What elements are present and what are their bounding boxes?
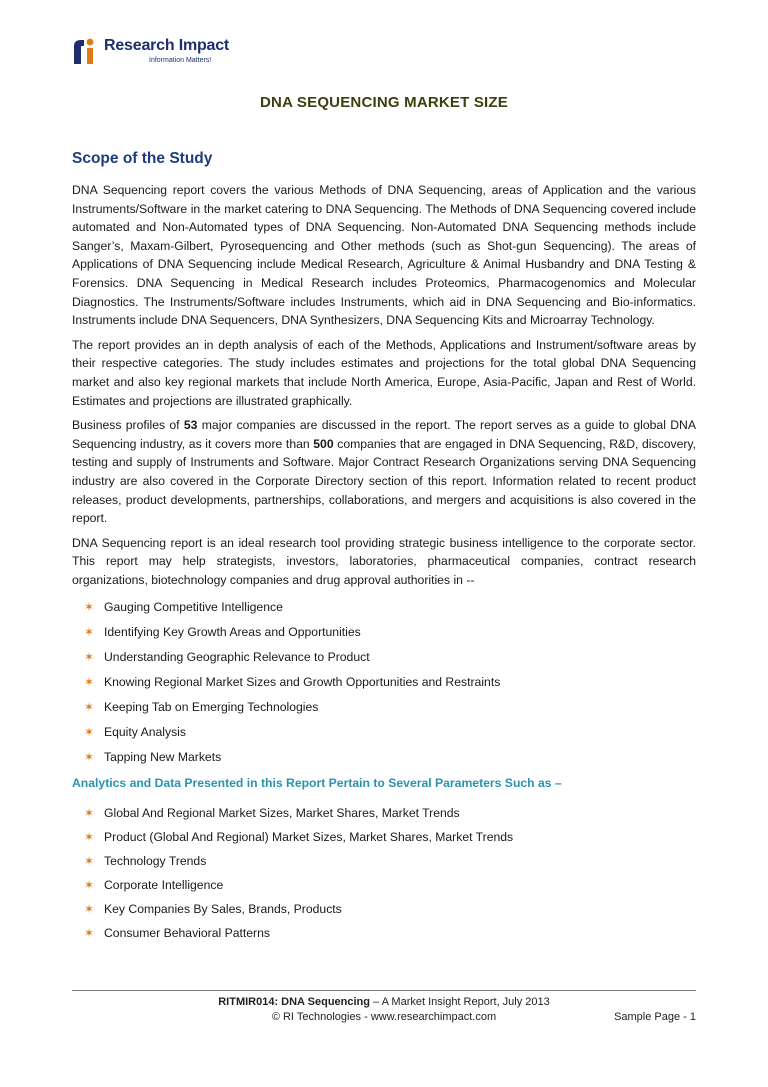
document-title: DNA SEQUENCING MARKET SIZE <box>260 94 508 111</box>
list-item: ✶ Identifying Key Growth Areas and Opportunities <box>72 620 696 645</box>
orange-star-icon: ✶ <box>84 806 95 821</box>
list-item: ✶ Keeping Tab on Emerging Technologies <box>72 695 696 720</box>
ri-logo-mark-icon <box>72 36 100 66</box>
list-item: ✶ Product (Global And Regional) Market Sizes, Market Shares, Market Trends <box>72 825 696 849</box>
logo-title: Research Impact <box>104 37 230 54</box>
footer-copyright: © RI Technologies - www.researchimpact.com <box>271 1011 497 1023</box>
engaged-companies-count: 500 <box>313 436 334 451</box>
uses-list <box>72 595 696 770</box>
paragraph-analysis: The report provides an in depth analysis of each of the Methods, Applications and Instrument/software areas by their respective categories. The study includes estimates and projections for the total global DNA Sequencing market and also key regional markets that include North America, Europe, Asia-Pacific, Japan and Rest of World. Estimates and projections are illustrated graphically. <box>72 337 696 408</box>
footer-report-info <box>0 996 768 1008</box>
orange-star-icon: ✶ <box>84 902 95 917</box>
list-item: ✶ Equity Analysis <box>72 720 696 745</box>
orange-star-icon: ✶ <box>84 854 95 869</box>
companies-count: 53 <box>183 418 198 433</box>
list-item: ✶ Consumer Behavioral Patterns <box>72 921 696 945</box>
orange-star-icon: ✶ <box>84 650 95 665</box>
paragraph-research-tool: DNA Sequencing report is an ideal research tool providing strategic business intelligence to the corporate sector. This report may help strategists, investors, laboratories, pharmaceutical companies, contract research organizations, biotechnology companies and drug approval authorities in -- <box>72 535 696 587</box>
list-item: ✶ Knowing Regional Market Sizes and Growth Opportunities and Restraints <box>72 670 696 695</box>
orange-star-icon: ✶ <box>84 675 95 690</box>
orange-star-icon: ✶ <box>84 830 95 845</box>
orange-star-icon: ✶ <box>84 750 95 765</box>
footer-page-number: Sample Page - 1 <box>614 1011 696 1023</box>
orange-star-icon: ✶ <box>84 725 95 740</box>
list-item: ✶ Tapping New Markets <box>72 745 696 770</box>
list-item: ✶ Key Companies By Sales, Brands, Products <box>72 897 696 921</box>
footer-divider <box>72 990 696 991</box>
paragraph-business-profiles <box>72 416 696 528</box>
list-item: ✶ Technology Trends <box>72 849 696 873</box>
parameters-list <box>72 801 696 945</box>
list-item: ✶ Understanding Geographic Relevance to Product <box>72 645 696 670</box>
para3-pre: Business profiles of <box>72 418 184 433</box>
orange-star-icon: ✶ <box>84 600 95 615</box>
research-impact-logo <box>72 30 232 70</box>
list-item: ✶ Global And Regional Market Sizes, Market Shares, Market Trends <box>72 801 696 825</box>
para3-post: companies that are engaged in DNA Sequencing, R&D, discovery, testing and supply of Instruments and Software. Major Contract Research Organizations serving DNA Sequencing industry are also covered in the Corporate Directory section of this report. Information related to recent product releases, product developments, partnerships, collaborations, and mergers and acquisitions is also covered in the report. <box>72 436 696 526</box>
footer-report-code: RITMIR014: DNA Sequencing <box>218 996 370 1008</box>
list-item: ✶ Corporate Intelligence <box>72 873 696 897</box>
para3-mid: major companies are discussed in the report. The report serves as a guide to global DNA Sequencing industry, as it covers more than <box>72 418 696 451</box>
paragraph-methods: DNA Sequencing report covers the various Methods of DNA Sequencing, areas of Application and the various Instruments/Software in the market catering to DNA Sequencing. The Methods of DNA Sequencing covered include automated and Non-Automated types of DNA Sequencing. Non-Automated DNA Sequencing methods include Sanger’s, Maxam-Gilbert, Pyrosequencing and Other methods (such as Shot-gun Sequencing). The areas of Applications of DNA Sequencing include Medical Research, Agriculture & Animal Husbandry and DNA Testing & Forensics. DNA Sequencing in Medical Research includes Proteomics, Pharmacogenomics and Molecular Diagnostics. The Instruments/Software includes Instruments, which aid in DNA Sequencing and Bio-informatics. Instruments include DNA Sequencers, DNA Synthesizers, DNA Sequencing Kits and Microarray Technology. <box>72 183 696 328</box>
logo-tagline: Information Matters! <box>149 57 212 64</box>
orange-star-icon: ✶ <box>84 926 95 941</box>
scope-heading: Scope of the Study <box>72 150 213 167</box>
footer-report-desc: – A Market Insight Report, July 2013 <box>370 996 550 1008</box>
orange-star-icon: ✶ <box>84 700 95 715</box>
orange-star-icon: ✶ <box>84 878 95 893</box>
orange-star-icon: ✶ <box>84 625 95 640</box>
document-body <box>72 181 696 945</box>
analytics-heading: Analytics and Data Presented in this Report Pertain to Several Parameters Such as – <box>72 776 562 791</box>
list-item: ✶ Gauging Competitive Intelligence <box>72 595 696 620</box>
